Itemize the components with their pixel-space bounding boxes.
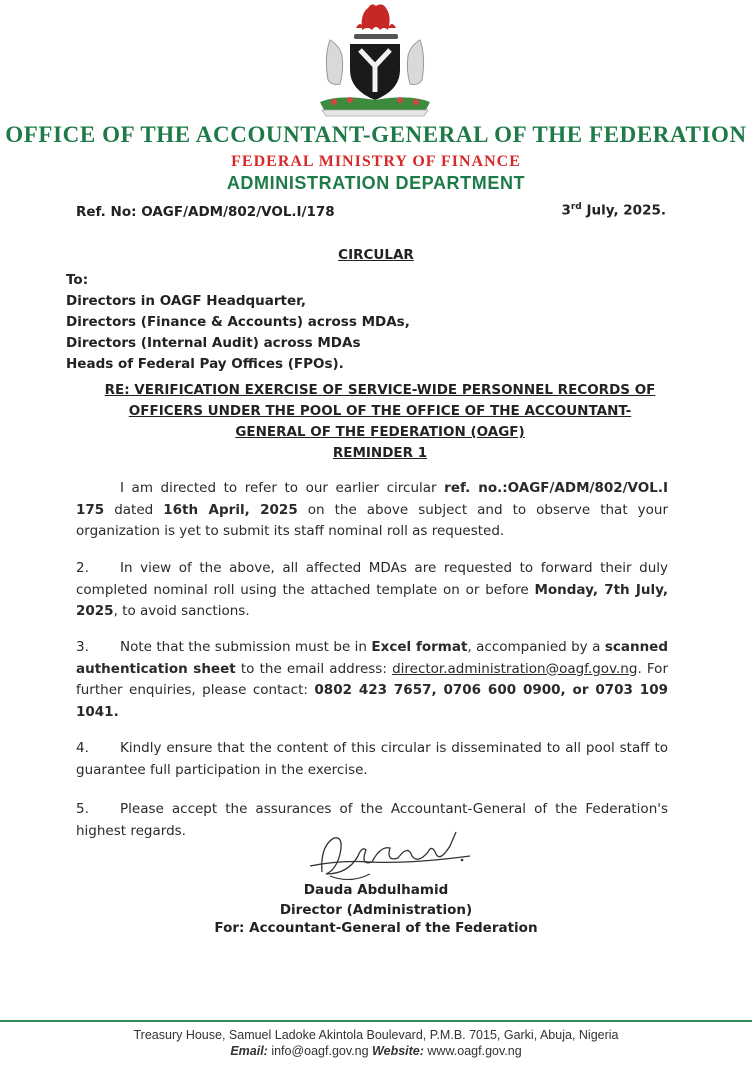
paragraph-2 (76, 558, 668, 623)
ref-label: Ref. No: (76, 204, 137, 220)
p3-text: Note that the submission must be in (120, 639, 372, 655)
p4-text: Kindly ensure that the content of this circular is disseminated to all pool staff to guarantee full participation in the exercise. (76, 740, 668, 778)
document-title: CIRCULAR (338, 247, 414, 263)
p3-format: Excel format (371, 639, 468, 655)
paragraph-1 (76, 478, 668, 543)
paragraph-number: 4. (76, 740, 89, 756)
footer-contacts (0, 1044, 752, 1058)
p3-phone-numbers: 0802 423 7657, 0706 600 0900, or 0703 109 1041. (76, 682, 668, 720)
reminder-label: REMINDER 1 (332, 445, 428, 461)
p5-text: Please accept the assurances of the Accountant-General of the Federation's highest regards. (76, 801, 668, 839)
footer-address: Treasury House, Samuel Ladoke Akintola Boulevard, P.M.B. 7015, Garki, Abuja, Nigeria (133, 1028, 619, 1042)
recipient-line: Directors (Internal Audit) across MDAs (66, 335, 361, 351)
ref-value: OAGF/ADM/802/VOL.I/178 (141, 204, 335, 220)
p1-ref: ref. no.:OAGF/ADM/802/VOL.I 175 (76, 480, 668, 518)
p2-deadline: Monday, 7th July, 2025 (76, 581, 668, 619)
date-day: 3 (561, 202, 571, 219)
subject-line: GENERAL OF THE FEDERATION (OAGF) (235, 424, 525, 440)
signatory-title: Director (Administration) (279, 902, 473, 918)
p1-text: dated (104, 501, 164, 518)
date-suffix: rd (570, 202, 582, 212)
paragraph-number: 5. (76, 801, 89, 817)
to-label: To: (66, 272, 89, 288)
recipient-line: Directors in OAGF Headquarter, (66, 293, 306, 309)
p1-text: I am directed to refer to our earlier circular (120, 480, 445, 496)
department-name: ADMINISTRATION DEPARTMENT (226, 173, 526, 193)
footer-email[interactable]: info@oagf.gov.ng (271, 1044, 369, 1058)
email-link[interactable]: director.administration@oagf.gov.ng (392, 660, 638, 677)
ministry-name: FEDERAL MINISTRY OF FINANCE (231, 153, 521, 170)
signatory-for-line: For: Accountant-General of the Federation (214, 920, 538, 936)
paragraph-number: 2. (76, 560, 89, 576)
coat-of-arms-emblem (300, 0, 450, 118)
p2-text: In view of the above, all affected MDAs are requested to forward their duly completed nominal roll using the attached template on or before (76, 560, 668, 598)
recipients-block (66, 270, 410, 375)
footer-website[interactable]: www.oagf.gov.ng (427, 1044, 522, 1058)
subject-line: RE: VERIFICATION EXERCISE OF SERVICE-WIDE PERSONNEL RECORDS OF (104, 382, 656, 398)
p2-text: , to avoid sanctions. (113, 603, 250, 619)
p1-date: 16th April, 2025 (163, 501, 298, 518)
paragraph-3 (76, 637, 668, 723)
date-rest: July, 2025. (581, 202, 666, 219)
recipient-line: Heads of Federal Pay Offices (FPOs). (66, 356, 344, 372)
p1-text: on the above subject and to observe that your organization is yet to submit its staff nominal roll as requested. (76, 501, 669, 539)
paragraph-4 (76, 738, 668, 781)
reference-number (76, 204, 335, 220)
recipient-line: Directors (Finance & Accounts) across MDAs, (66, 314, 410, 330)
p3-text: , accompanied by a (467, 639, 605, 655)
paragraph-number: 3. (76, 639, 89, 655)
p3-sheet: scanned authentication sheet (76, 639, 669, 677)
subject-heading (60, 380, 700, 464)
p3-text: to the email address: (235, 660, 393, 677)
website-label: Website: (372, 1044, 424, 1058)
letter-date (561, 202, 666, 219)
email-label: Email: (230, 1044, 268, 1058)
signature-image (300, 826, 480, 888)
subject-line: OFFICERS UNDER THE POOL OF THE OFFICE OF THE ACCOUNTANT- (128, 403, 632, 419)
p3-text: . For further enquiries, please contact: (76, 660, 668, 698)
organisation-name: OFFICE OF THE ACCOUNTANT-GENERAL OF THE FEDERATION (5, 122, 747, 147)
signatory-name: Dauda Abdulhamid (303, 882, 449, 898)
footer-divider (0, 1020, 752, 1022)
